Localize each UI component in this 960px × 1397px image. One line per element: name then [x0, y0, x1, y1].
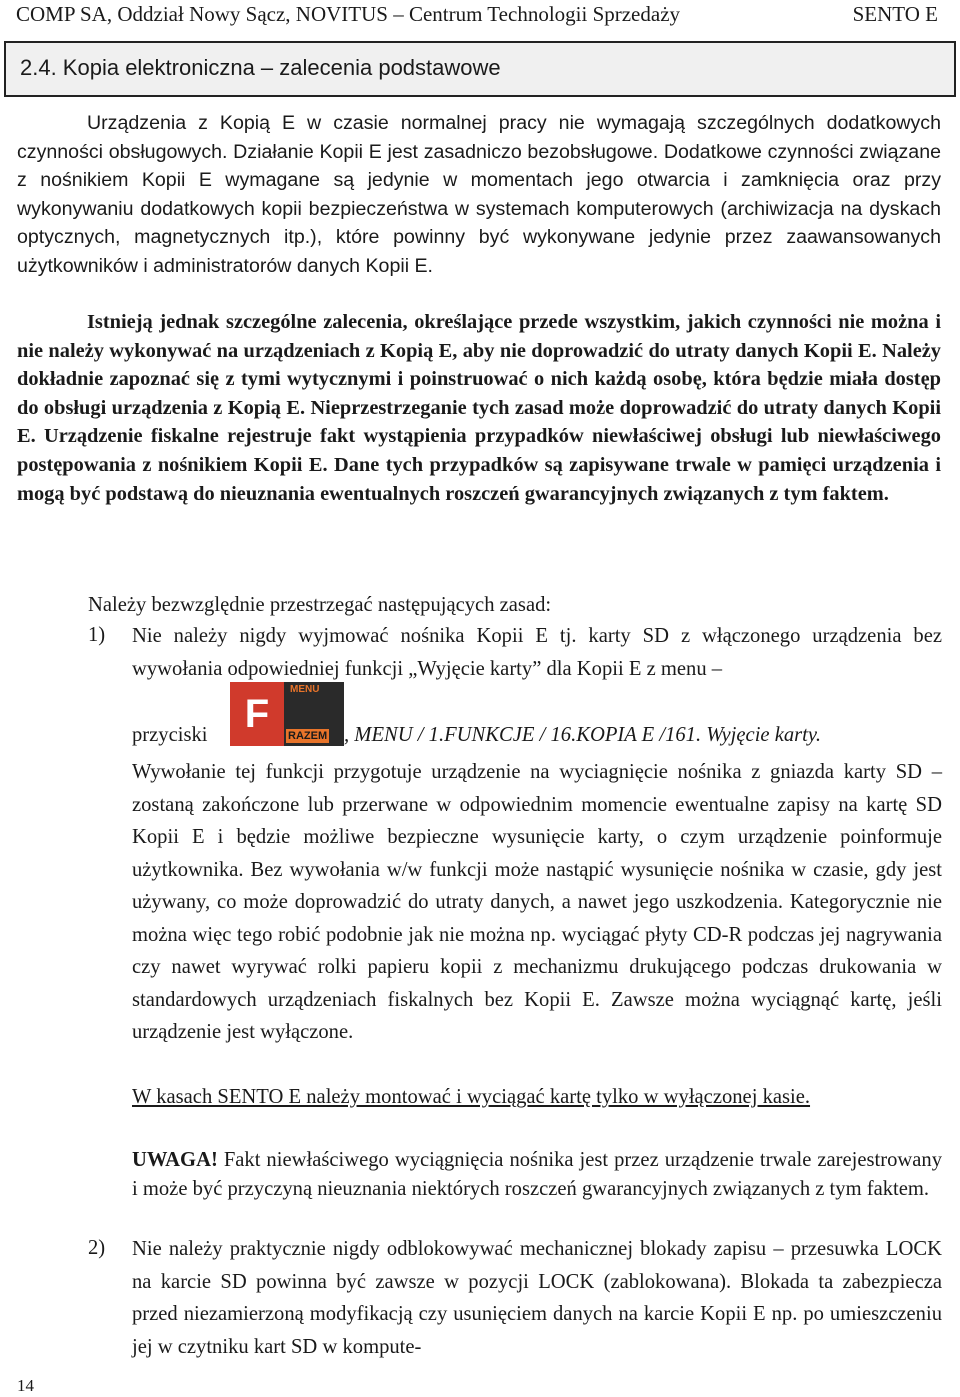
intro-paragraph: Urządzenia z Kopią E w czasie normalnej pracy nie wymagają szczególnych dodatkowych czynności obsługowych. Działanie Kopii E jest zasadniczo bezobsługowe. Dodatkowe czynności związane z nośnikiem Kopii E wymagane są jedynie w momentach jego otwarcia i zamknięcia oraz przy wykonywaniu dodatkowych kopii bezpieczeństwa w systemach komputerowych (archiwizacja na dyskach optycznych, magnetycznych itp.), które powinny być wykonywane jedynie przez zaawansowanych użytkowników i administratorów danych Kopii E. — [17, 112, 941, 277]
list-number-1: 1) — [88, 624, 106, 646]
item2-text: Nie należy praktycznie nigdy odblokowywać mechanicznej blokady zapisu – przesuwka LOCK na karcie SD powinna być zawsze w pozycji LOCK (zablokowana). Blokada ta zabezpiecza przed niezamierzoną modyfikacją czy usunięciem danych na karcie Kopii E np. po umieszczeniu jej w czytniku kart SD w kompute- — [132, 1238, 942, 1358]
page-header — [16, 0, 938, 28]
list-number-2: 2) — [88, 1237, 106, 1259]
recommendations-paragraph: Istnieją jednak szczególne zalecenia, określające przede wszystkim, jakich czynności nie można i nie należy wykonywać na urządzeniach z Kopią E, aby nie doprowadzić do utraty danych Kopii E. Należy dokładnie zapoznać się z tymi wytycznymi i poinstruować o nich każdą osobę, która będzie miała dostęp do obsługi urządzenia z Kopią E. Nieprzestrzeganie tych zasad może doprowadzić do utraty danych Kopii E. Urządzenie fiskalne rejestruje fakt wystąpienia przypadków niewłaściwej obsługi lub niewłaściwego postępowania z nośnikiem Kopii E. Dane tych przypadków są zapisywane trwale w pamięci urządzenia i mogą być podstawą do nieuznania ewentualnych roszczeń gwarancyjnych związanych z tym faktem. — [17, 311, 941, 505]
header-product: SENTO E — [852, 2, 938, 26]
item1-warning — [132, 1146, 942, 1203]
buttons-label: przyciski — [132, 724, 208, 746]
rules-intro: Należy bezwzględnie przestrzegać następujących zasad: — [88, 594, 552, 616]
warning-label: UWAGA! — [132, 1149, 218, 1171]
f-menu-razem-key-icon — [230, 682, 344, 746]
menu-path: , MENU / 1.FUNKCJE / 16.KOPIA E /161. Wyjęcie karty. — [344, 724, 822, 746]
warning-text: Fakt niewłaściwego wyciągnięcia nośnika jest przez urządzenie trwale zarejestrowany i może być przyczyną nieuznania niektórych roszczeń gwarancyjnych związanych z tym faktem. — [132, 1149, 942, 1200]
key-razem-label: RAZEM — [288, 730, 328, 742]
header-company: COMP SA, Oddział Nowy Sącz, NOVITUS – Centrum Technologii Sprzedaży — [16, 2, 681, 26]
buttons-row — [132, 682, 942, 746]
section-heading-box — [4, 41, 956, 97]
item1-text-a: Nie należy nigdy wyjmować nośnika Kopii E tj. karty SD z włączonego urządzenia bez wywołania odpowiedniej funkcji „Wyjęcie karty” dla Kopii E z menu – — [132, 625, 942, 680]
f-key-letter: F — [230, 682, 284, 746]
item1-text-c: W kasach SENTO E należy montować i wyciągać kartę tylko w wyłączonej kasie. — [132, 1086, 811, 1108]
page-number: 14 — [17, 1376, 34, 1395]
key-menu-label: MENU — [290, 684, 320, 695]
item1-text-b: Wywołanie tej funkcji przygotuje urządzenie na wyciagnięcie nośnika z gniazda karty SD – zostaną zakończone lub przerwane w odpowiednim momencie ewentualne zapisy na kartę SD Kopii E i będzie możliwe bezpieczne wysunięcie karty, o czym urządzenie poinformuje użytkownika. Bez wywołania w/w funkcji może nastąpić wysunięcie nośnika w czasie, gdy jest używany, co może doprowadzić do utraty danych, a nawet jego uszkodzenia. Kategorycznie nie można więc tego robić podobnie jak nie można np. wyciągać płyty CD-R podczas jej nagrywania czy nawet wyrywać rolki papieru kopii z mechanizmu drukującego podczas drukowania w standardowych urządzeniach fiskalnych bez Kopii E. Zawsze można wyciągnąć kartę, jeśli urządzenie jest wyłączone. — [132, 761, 942, 1043]
section-title: 2.4. Kopia elektroniczna – zalecenia podstawowe — [20, 55, 501, 80]
